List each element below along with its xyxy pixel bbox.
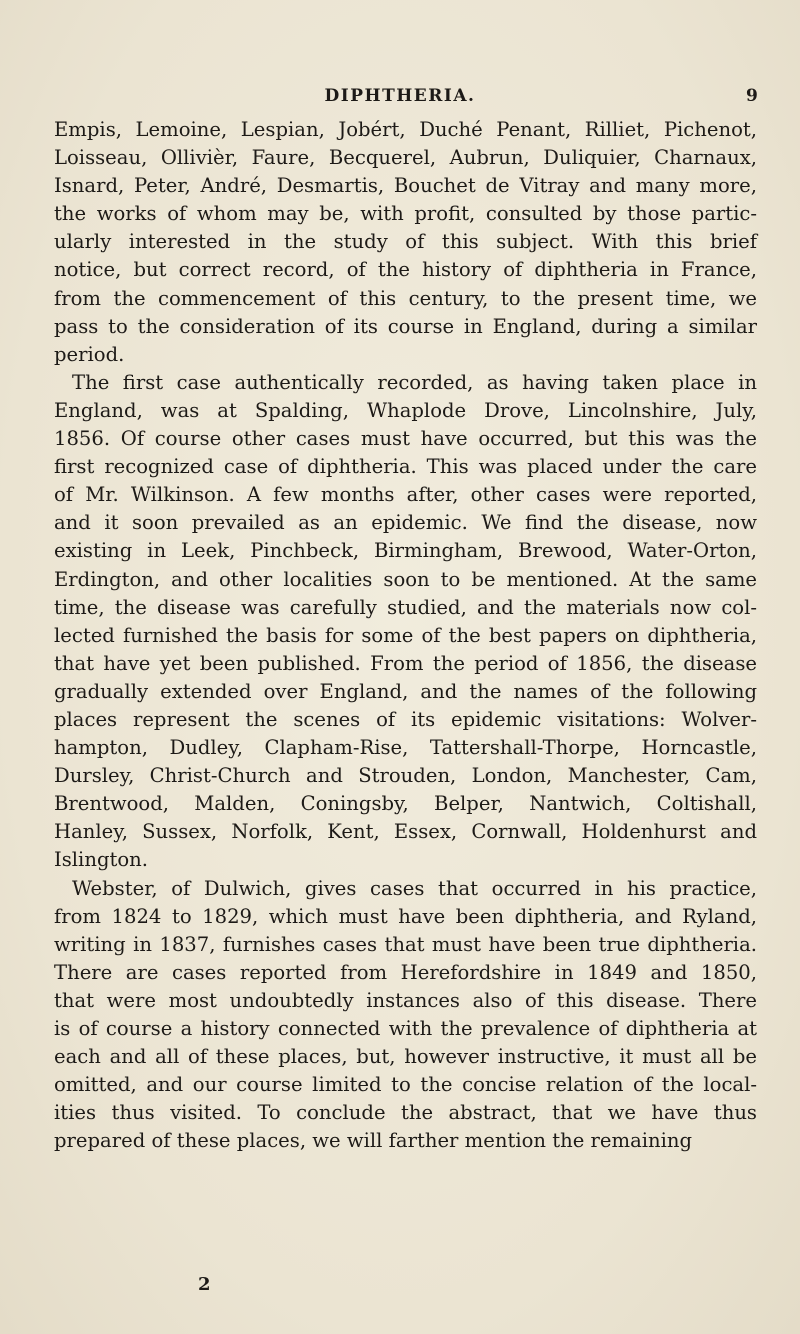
text-line: and it soon prevailed as an epidemic. We find the disease, now (54, 511, 757, 535)
text-line: that were most undoubtedly instances also of this disease. There (54, 988, 757, 1012)
text-line: each and all of these places, but, however instructive, it must all be (54, 1045, 757, 1069)
text-line: England, was at Spalding, Whaplode Drove, Lincolnshire, July, (54, 398, 757, 422)
text-line: ities thus visited. To conclude the abstract, that we have thus (54, 1101, 757, 1125)
text-line: ularly interested in the study of this subject. With this brief (54, 230, 757, 254)
text-line: from 1824 to 1829, which must have been diphtheria, and Ryland, (54, 904, 757, 928)
paragraph (54, 116, 757, 369)
text-line: Islington. (54, 848, 149, 872)
text-line: notice, but correct record, of the history of diphtheria in France, (54, 258, 757, 282)
text-line: period. (54, 342, 125, 366)
text-line: of Mr. Wilkinson. A few months after, other cases were reported, (54, 483, 757, 507)
text-line: writing in 1837, furnishes cases that must have been true diphtheria. (54, 932, 757, 956)
text-line: Empis, Lemoine, Lespian, Jobért, Duché Penant, Rilliet, Pichenot, (54, 118, 757, 141)
text-line: lected furnished the basis for some of the best papers on diphtheria, (54, 623, 757, 647)
text-line: omitted, and our course limited to the concise relation of the local- (54, 1073, 757, 1097)
text-line: The first case authentically recorded, as having taken place in (72, 370, 757, 394)
text-line: existing in Leek, Pinchbeck, Birmingham, Brewood, Water-Orton, (54, 539, 757, 563)
running-head: DIPHTHERIA. (324, 86, 476, 106)
signature-mark: 2 (198, 1274, 211, 1295)
text-line: Dursley, Christ-Church and Strouden, London, Manchester, Cam, (54, 764, 757, 788)
body-text (54, 116, 757, 1155)
page-number: 9 (746, 86, 758, 106)
text-line: time, the disease was carefully studied, and the materials now col- (54, 595, 757, 619)
text-line: places represent the scenes of its epidemic visitations: Wolver- (54, 707, 757, 731)
text-line: Webster, of Dulwich, gives cases that occurred in his practice, (72, 876, 757, 900)
text-line: that have yet been published. From the period of 1856, the disease (54, 651, 757, 675)
text-line: first recognized case of diphtheria. This was placed under the care (54, 455, 757, 479)
text-line: Isnard, Peter, André, Desmartis, Bouchet de Vitray and many more, (54, 174, 757, 198)
text-line: Hanley, Sussex, Norfolk, Kent, Essex, Cornwall, Holdenhurst and (54, 820, 757, 844)
text-line: pass to the consideration of its course in England, during a similar (54, 314, 757, 338)
text-line: prepared of these places, we will farther mention the remaining (54, 1129, 693, 1153)
text-line: is of course a history connected with the prevalence of diphtheria at (54, 1017, 757, 1040)
text-line: Brentwood, Malden, Coningsby, Belper, Nantwich, Coltishall, (54, 792, 757, 816)
text-line: from the commencement of this century, to the present time, we (54, 286, 757, 310)
text-line: gradually extended over England, and the names of the following (54, 679, 757, 703)
text-line: the works of whom may be, with profit, consulted by those partic- (54, 202, 757, 226)
text-line: Erdington, and other localities soon to be mentioned. At the same (54, 567, 757, 591)
paragraph (54, 875, 757, 1156)
text-line: hampton, Dudley, Clapham-Rise, Tattershall-Thorpe, Horncastle, (54, 736, 757, 760)
text-line: There are cases reported from Herefordshire in 1849 and 1850, (54, 960, 757, 984)
text-line: 1856. Of course other cases must have occurred, but this was the (54, 427, 757, 451)
paragraph (54, 369, 757, 875)
text-line: Loisseau, Ollivièr, Faure, Becquerel, Aubrun, Duliquier, Charnaux, (54, 146, 757, 170)
